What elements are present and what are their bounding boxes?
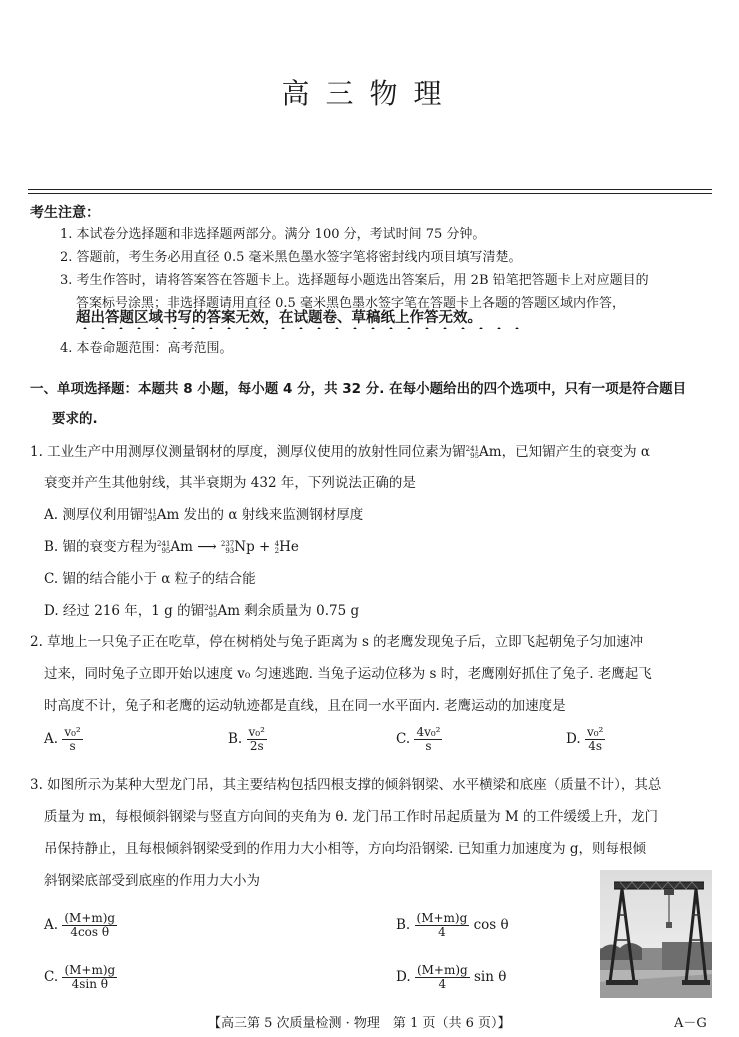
q2-stem-line3: 时高度不计，兔子和老鹰的运动轨迹都是直线，且在同一水平面内. 老鹰运动的加速度是: [44, 698, 566, 714]
q2-option-d: D. $\frac{\text{v₀²}}{4s}$: [566, 725, 604, 753]
section-heading: 一、单项选择题：本题共 8 小题，每小题 4 分，共 32 分. 在每小题给出的四个选项中，只有一项是符合题目: [30, 381, 687, 397]
q2-option-c: C. $\frac{\text{4v₀²}}{s}$: [396, 725, 441, 753]
q3-stem-line3: 吊保持静止，且每根倾斜钢梁受到的作用力大小相等，方向均沿钢梁. 已知重力加速度为 g，则每根倾: [44, 841, 647, 857]
section-heading-cont: 要求的.: [52, 411, 98, 427]
q3-stem-line4: 斜钢梁底部受到底座的作用力大小为: [44, 873, 260, 889]
header-rule-thin: [28, 193, 712, 194]
q3-option-a: A. $\frac{(M+m)g}{\text{4cos θ}}$: [44, 911, 116, 939]
footer-page-info: 【高三第 5 次质量检测 · 物理 第 1 页（共 6 页）】: [208, 1016, 511, 1031]
q1-option-c: C. 镅的结合能小于 α 粒子的结合能: [44, 571, 256, 587]
header-rule: [28, 189, 712, 190]
q3-stem-line1: 3. 如图所示为某种大型龙门吊，其主要结构包括四根支撑的倾斜钢梁、水平横梁和底座（质量不计），其总: [30, 777, 662, 793]
q1-stem-line2: 衰变并产生其他射线，其半衰期为 432 年，下列说法正确的是: [44, 475, 416, 491]
q1-stem-line1: 1. 工业生产中用测厚仪测量钢材的厚度，测厚仪使用的放射性同位素为镅 241 95 Am，已知镅产生的衰变为 α: [30, 444, 651, 460]
notice-item-3-cont: 答案标号涂黑；非选择题请用直径 0.5 毫米黑色墨水签字笔在答题卡上各题的答题区域内作答，: [76, 296, 625, 311]
q3-option-c: C. $\frac{(M+m)g}{\text{4sin θ}}$: [44, 963, 116, 991]
notice-item-4: 4. 本卷命题范围：高考范围。: [60, 341, 233, 356]
q2-option-b: B. $\frac{\text{v₀²}}{2s}$: [228, 725, 265, 753]
q3-option-b: B. $\frac{(M+m)g}{4}$ cos θ: [396, 911, 509, 939]
notice-emphasis: 超出答题区域书写的答案无效，在试题卷、草稿纸上作答无效。: [76, 310, 482, 326]
notice-item-2: 2. 答题前，考生务必用直径 0.5 毫米黑色墨水签字笔将密封线内项目填写清楚。: [60, 250, 522, 265]
q1-option-a: A. 测厚仪利用镅 241 95 Am 发出的 α 射线来监测钢材厚度: [44, 507, 364, 523]
q3-option-d: D. $\frac{(M+m)g}{4}$ sin θ: [396, 963, 507, 991]
emphasis-dots: [76, 327, 528, 329]
am-isotope-label: 241 95: [465, 444, 480, 460]
q1-option-b: B. 镅的衰变方程为 241 95 Am ⟶ 237 93 Np + 4 2 He: [44, 539, 299, 555]
notice-item-3: 3. 考生作答时，请将答案答在答题卡上。选择题每小题选出答案后，用 2B 铅笔把答题卡上对应题目的: [60, 273, 649, 288]
q3-stem-line2: 质量为 m，每根倾斜钢梁与竖直方向间的夹角为 θ. 龙门吊工作时吊起质量为 M 的工件缓缓上升，龙门: [44, 809, 658, 825]
q2-option-a: A. $\frac{\text{v₀²}}{s}$: [44, 725, 81, 753]
q2-stem-line1: 2. 草地上一只兔子正在吃草，停在树梢处与兔子距离为 s 的老鹰发现兔子后，立即飞起朝兔子匀加速冲: [30, 634, 644, 650]
page-title: 高三物理: [281, 77, 458, 110]
gantry-crane-photo: [600, 870, 712, 998]
q2-stem-line2: 过来，同时兔子立即开始以速度 v₀ 匀速逃跑. 当兔子运动位移为 s 时，老鹰刚好抓住了兔子. 老鹰起飞: [44, 666, 652, 682]
notice-heading: 考生注意：: [30, 205, 100, 221]
footer-version: A－G: [674, 1016, 707, 1031]
notice-item-1: 1. 本试卷分选择题和非选择题两部分。满分 100 分，考试时间 75 分钟。: [60, 227, 486, 242]
q1-option-d: D. 经过 216 年，1 g 的镅 241 95 Am 剩余质量为 0.75 g: [44, 603, 360, 619]
